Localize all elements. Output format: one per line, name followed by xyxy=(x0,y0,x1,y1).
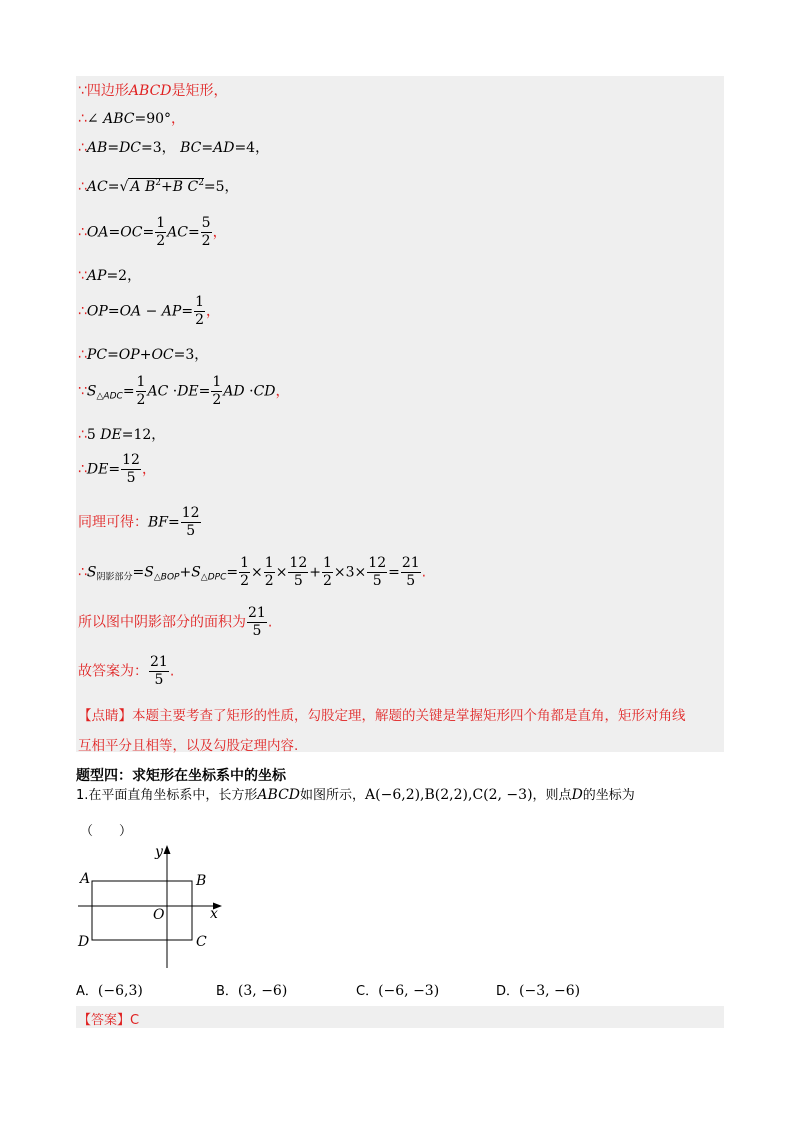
solution-line-4: ∴AC=√ A $B^2+B$ $C^2=5$， xyxy=(78,178,239,195)
fraction: $\frac{12}{5}$ xyxy=(122,452,140,486)
solution-line-7: ∴OP=OA − AP= $\frac{1}{2}$ ， xyxy=(78,294,220,328)
solution-line-9: $\because S_{\triangle ADC}=$ $\frac{1}{2}$ AC ·DE= $\frac{1}{2}$ AD ·CD， xyxy=(78,374,290,408)
answer-block xyxy=(76,1006,724,1028)
because-symbol: ∵ xyxy=(78,83,87,99)
comment-line-1: 【点睛】本题主要考查了矩形的性质，勾股定理，解题的关键是掌握矩形四个角都是直角，矩形对角线 xyxy=(78,708,686,724)
answer-text: 【答案】C xyxy=(78,1013,140,1028)
solution-line-6: ∵AP=2， xyxy=(78,268,142,284)
label-B: B xyxy=(196,873,207,889)
option-c[interactable]: C．(−6, −3) xyxy=(356,983,440,999)
section-heading: 题型四：求矩形在坐标系中的坐标 xyxy=(76,768,286,784)
solution-line-15: 故答案为： $\frac{21}{5}$ . xyxy=(78,654,175,688)
solution-line-10: ∴5 DE=12， xyxy=(78,427,166,443)
coordinate-figure xyxy=(70,838,230,973)
solution-line-12: 同理可得：BF= $\frac{12}{5}$ xyxy=(78,505,200,539)
label-y: y xyxy=(155,844,163,860)
comment-line-2: 互相平分且相等，以及勾股定理内容. xyxy=(78,738,299,754)
solution-line-1: ∵四边形ABCD是矩形， xyxy=(78,83,228,99)
rectangle-abcd xyxy=(92,881,192,940)
solution-line-3: ∴AB=DC=3， BC=AD=4， xyxy=(78,140,270,156)
option-b[interactable]: B．(3, −6) xyxy=(216,983,288,999)
fraction: $\frac{1}{2}$ xyxy=(136,374,146,408)
solution-line-2: ∴∠ ABC=90°， xyxy=(78,111,186,127)
y-axis-arrow xyxy=(164,845,171,854)
solution-line-5: ∴OA=OC= $\frac{1}{2}$ AC= $\frac{5}{2}$ ， xyxy=(78,215,227,249)
fraction: $\frac{21}{5}$ xyxy=(150,654,168,688)
solution-line-8: ∴PC=OP+OC=3， xyxy=(78,347,209,363)
fraction: $\frac{1}{2}$ xyxy=(195,294,204,328)
fraction: $\frac{1}{2}$ xyxy=(156,215,166,249)
question-text: 1.在平面直角坐标系中，长方形ABCD如图所示，A(−6,2),B(2,2),C(2, −3)，则点D的坐标为 xyxy=(76,787,635,803)
fraction: $\frac{5}{2}$ xyxy=(201,215,211,249)
label-D: D xyxy=(78,934,90,950)
label-C: C xyxy=(196,934,207,950)
label-A: A xyxy=(80,871,91,887)
label-x: x xyxy=(210,906,218,922)
fraction: $\frac{1}{2}$ xyxy=(212,374,222,408)
solution-line-11: ∴DE= $\frac{12}{5}$ ， xyxy=(78,452,156,486)
fraction: $\frac{12}{5}$ xyxy=(181,505,200,539)
fraction: $\frac{21}{5}$ xyxy=(248,605,266,639)
option-d[interactable]: D．(−3, −6) xyxy=(496,983,581,999)
solution-line-13: $\therefore S_{阴影部分}=S_{\triangle BOP}+S_{\triangle DPC}=$ $\frac{1}{2}$ × $\frac{1}{2}$ × $\frac{12}{5}$ + $\frac{1}{2}$ ×3× $\frac{12}{5}$ = $\frac{21}{5}$ . xyxy=(78,555,427,589)
option-a[interactable]: A．(−6,3) xyxy=(76,983,143,999)
label-origin: O xyxy=(153,907,165,923)
answer-blank: （ ） xyxy=(80,824,133,839)
solution-line-14: 所以图中阴影部分的面积为 $\frac{21}{5}$ . xyxy=(78,605,273,639)
